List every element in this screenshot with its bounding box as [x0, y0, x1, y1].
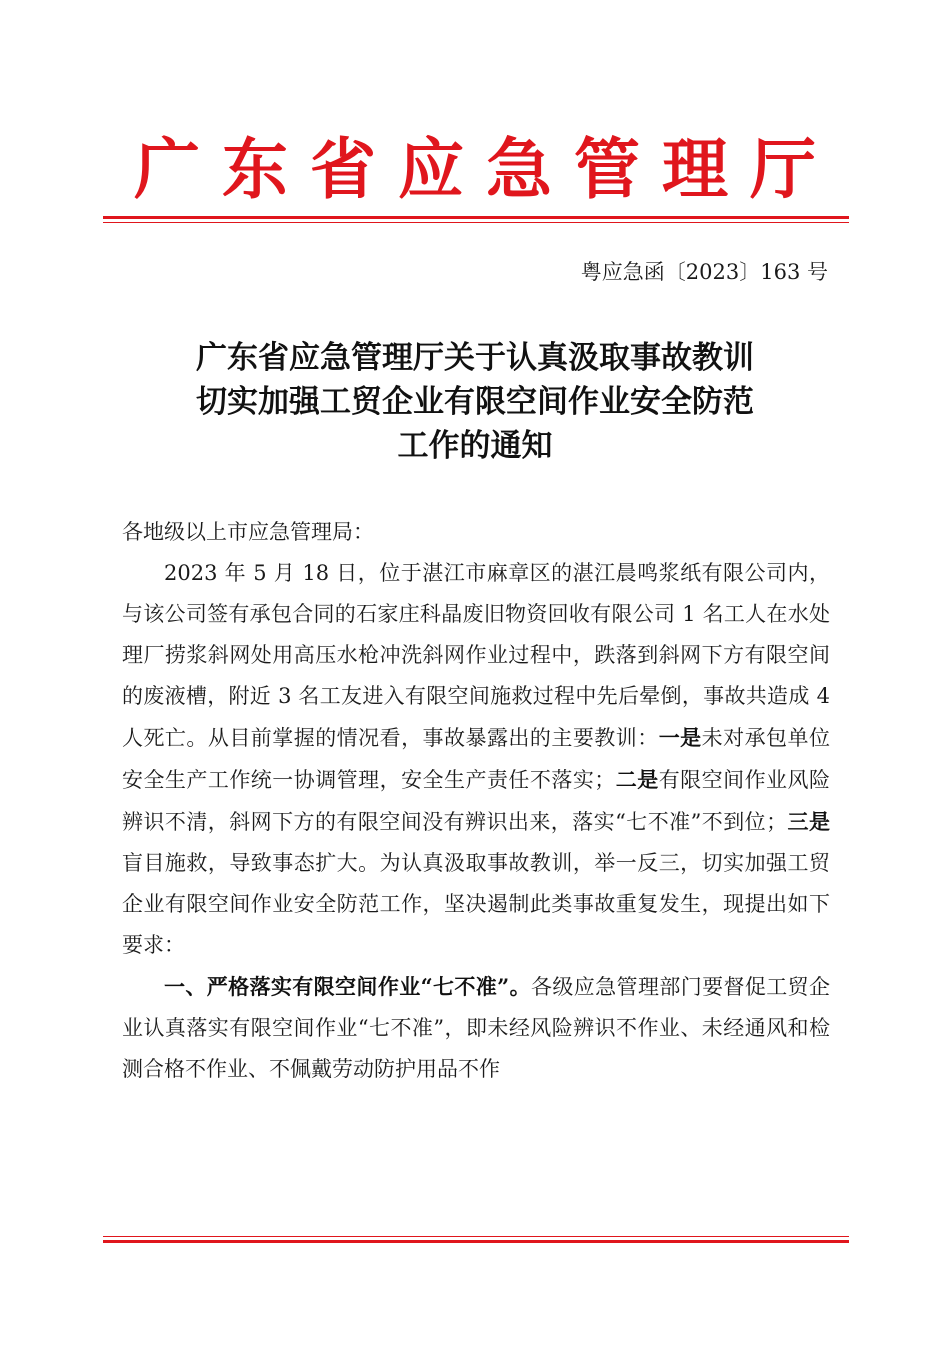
footer-divider-thick: [103, 1240, 849, 1243]
header-divider-thin: [103, 222, 849, 223]
lesson-three-text: 盲目施救，导致事态扩大。为认真汲取事故教训，举一反三，切实加强工贸企业有限空间作业安全防范工作，坚决遏制此类事故重复发生，现提出如下要求：: [122, 851, 830, 957]
requirement-one-heading: 一、严格落实有限空间作业“七不准”。: [164, 974, 532, 999]
lesson-two-label: 二是: [615, 767, 659, 792]
paragraph-requirement-one: [122, 966, 830, 1090]
document-title-line: 广东省应急管理厅关于认真汲取事故教训: [196, 340, 754, 376]
lesson-one-text: 未对承包单位安全生产工作统一协调管理，安全生产责任不落实；: [122, 726, 830, 792]
document-title-line: 工作的通知: [397, 428, 553, 464]
lesson-two-text: 有限空间作业风险辨识不清，斜网下方的有限空间没有辨识出来，落实“七不准”不到位；: [122, 768, 830, 834]
document-number: 粤应急函〔2023〕163 号: [580, 260, 828, 284]
lesson-one-label: 一是: [658, 725, 702, 750]
document-title: [100, 336, 850, 468]
document-body: [122, 512, 830, 1090]
document-title-line: 切实加强工贸企业有限空间作业安全防范: [196, 384, 754, 420]
footer-divider-thin: [103, 1236, 849, 1237]
paragraph-incident: [122, 553, 830, 966]
lesson-three-label: 三是: [787, 809, 830, 834]
requirement-one-text: 各级应急管理部门要督促工贸企业认真落实有限空间作业“七不准”，即未经风险辨识不作业、未经通风和检测合格不作业、不佩戴劳动防护用品不作: [122, 975, 830, 1081]
incident-description: 2023 年 5 月 18 日，位于湛江市麻章区的湛江晨鸣浆纸有限公司内，与该公司签有承包合同的石家庄科晶废旧物资回收有限公司 1 名工人在水处理厂捞浆斜网处用高压水枪冲洗斜网作业过程中，跌落到斜网下方有限空间的废液槽，附近 3 名工友进入有限空间施救过程中先后晕倒，事故共造成 4 人死亡。从目前掌握的情况看，事故暴露出的主要教训：: [122, 561, 830, 750]
header-divider-thick: [103, 216, 849, 219]
letterhead-title: 广东省应急管理厅: [134, 130, 838, 208]
salutation: 各地级以上市应急管理局：: [122, 520, 374, 544]
